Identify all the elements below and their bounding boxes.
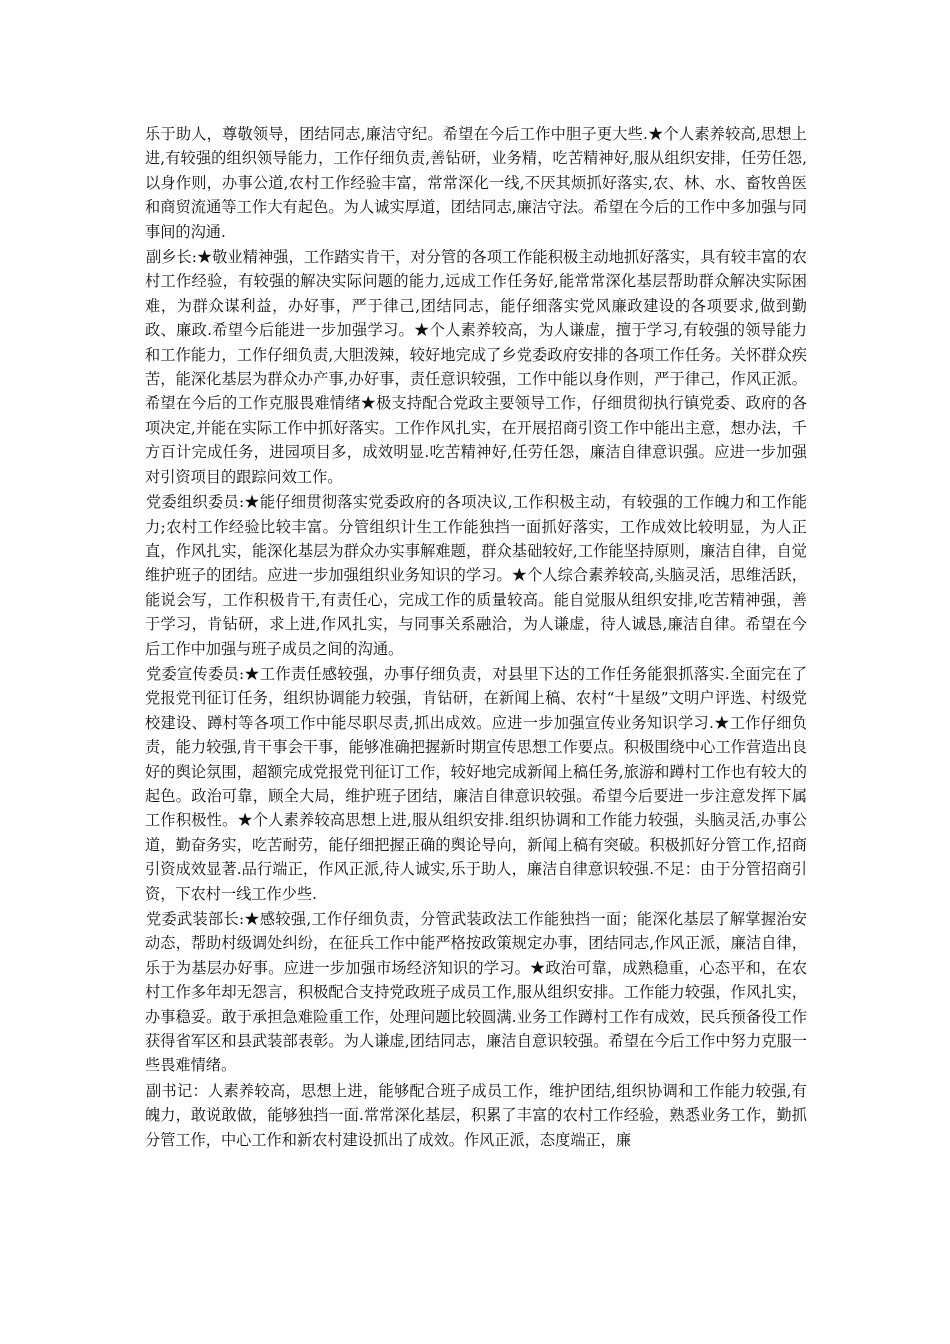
document-page [145,122,807,1153]
paragraph-deputy-township-head: 副乡长:★敬业精神强，工作踏实肯干，对分管的各项工作能积极主动地抓好落实，具有较丰富的农村工作经验，有较强的解决实际问题的能力,远成工作任务好,能常常深化基层帮助群众解决实际困难，为群众谋利益，办好事，严于律己,团结同志，能仔细落实党风廉政建设的各项要求,做到勤政、廉政.希望今后能进一步加强学习。★个人素养较高，为人谦虚，擅于学习,有较强的领导能力和工作能力，工作仔细负责,大胆泼辣，较好地完成了乡党委政府安排的各项工作任务。关怀群众疾苦，能深化基层为群众办产事,办好事，责任意识较强，工作中能以身作则，严于律己，作风正派。希望在今后的工作克服畏难情绪★极支持配合党政主要领导工作，仔细贯彻执行镇党委、政府的各项决定,并能在实际工作中抓好落实。工作作风扎实，在开展招商引资工作中能出主意，想办法，千方百计完成任务，进园项目多，成效明显.吃苦精神好,任劳任怨，廉洁自律意识强。应进一步加强对引资项目的跟踪问效工作。 [145,248,807,486]
paragraph-publicity-committee-member: 党委宣传委员:★工作责任感较强，办事仔细负责，对县里下达的工作任务能狠抓落实.全面完在了党报党刊征订任务，组织协调能力较强，肯钻研，在新闻上稿、农村“十星级”文明户评选、村级党校建设、蹲村等各项工作中能尽职尽责,抓出成效。应进一步加强宣传业务知识学习.★工作仔细负责，能力较强,肯干事会干事，能够准确把握新时期宣传思想工作要点。积极围绕中心工作营造出良好的舆论氛围，超额完成党报党刊征订工作，较好地完成新闻上稿任务,旅游和蹲村工作也有较大的起色。政治可靠，顾全大局，维护班子团结，廉洁自律意识较强。希望今后要进一步注意发挥下属工作积极性。★个人素养较高思想上进,服从组织安排.组织协调和工作能力较强，头脑灵活,办事公道，勤奋务实，吃苦耐劳，能仔细把握正确的舆论导向，新闻上稿有突破。积极抓好分管工作,招商引资成效显著.品行端正，作风正派,待人诚实,乐于助人，廉洁自律意识较强.不足：由于分管招商引资，下农村一线工作少些. [145,664,807,903]
paragraph-continuation: 乐于助人，尊敬领导，团结同志,廉洁守纪。希望在今后工作中胆子更大些.★个人素养较高,思想上进,有较强的组织领导能力，工作仔细负责,善钻研，业务精，吃苦精神好,服从组织安排，任劳任怨,以身作则，办事公道,农村工作经验丰富，常常深化一线,不厌其烦抓好落实,农、林、水、畜牧兽医和商贸流通等工作大有起色。为人诚实厚道，团结同志,廉洁守法。希望在今后的工作中多加强与同事间的沟通. [145,125,807,241]
paragraph-armed-forces-minister: 党委武装部长:★感较强,工作仔细负责，分管武装政法工作能独挡一面；能深化基层了解掌握治安动态，帮助村级调处纠纷，在征兵工作中能严格按政策规定办事，团结同志,作风正派，廉洁自律，乐于为基层办好事。应进一步加强市场经济知识的学习。★政治可靠，成熟稳重，心态平和，在农村工作多年却无怨言，积极配合支持党政班子成员工作,服从组织安排。工作能力较强，作风扎实，办事稳妥。敢于承担急难险重工作，处理问题比较圆满.业务工作蹲村工作有成效，民兵预备役工作获得省军区和县武装部表彰。为人谦虚,团结同志，廉洁自意识较强。希望在今后工作中努力克服一些畏难情绪。 [145,910,807,1075]
paragraph-organization-committee-member: 党委组织委员:★能仔细贯彻落实党委政府的各项决议,工作积极主动，有较强的工作魄力和工作能力;农村工作经验比较丰富。分管组织计生工作能独挡一面抓好落实，工作成效比较明显，为人正直，作风扎实，能深化基层为群众办实事解难题，群众基础较好,工作能坚持原则，廉洁自律，自觉维护班子的团结。应进一步加强组织业务知识的学习。★个人综合素养较高,头脑灵活，思维活跃，能说会写，工作积极肯干,有责任心，完成工作的质量较高。能自觉服从组织安排,吃苦精神强，善于学习，肯钻研，求上进,作风扎实，与同事关系融洽，为人谦虚，待人诚恳,廉洁自律。希望在今后工作中加强与班子成员之间的沟通。 [145,493,807,658]
paragraph-deputy-secretary: 副书记：人素养较高，思想上进，能够配合班子成员工作，维护团结,组织协调和工作能力较强,有魄力，敢说敢做，能够独挡一面.常常深化基层，积累了丰富的农村工作经验，熟悉业务工作，勤抓分管工作，中心工作和新农村建设抓出了成效。作风正派，态度端正，廉 [145,1081,807,1149]
